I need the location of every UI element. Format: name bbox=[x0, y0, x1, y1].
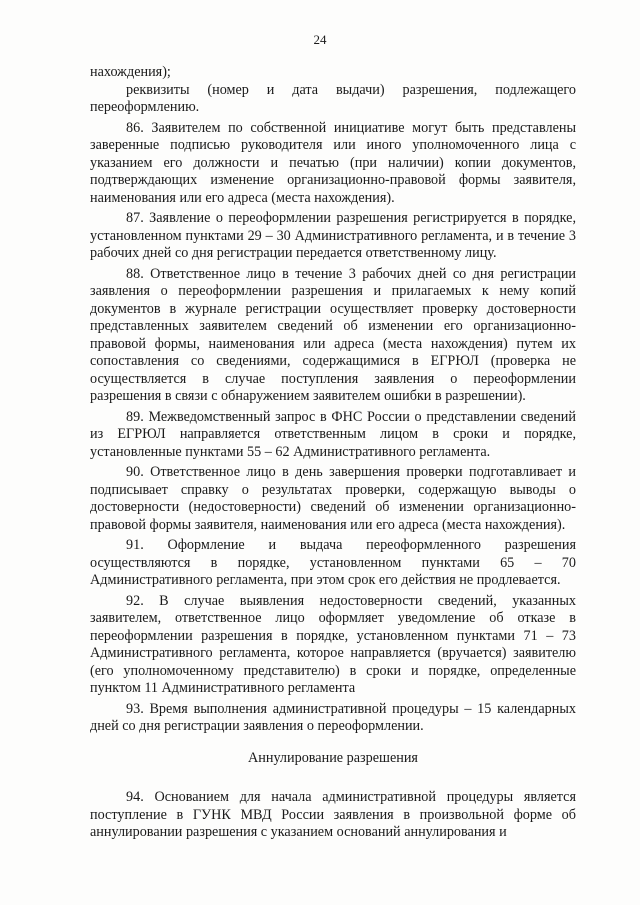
paragraph-continuation: нахождения); bbox=[90, 64, 171, 80]
page-number: 24 bbox=[313, 32, 327, 47]
paragraph-90: 90. Ответственное лицо в день завершения проверки подготавливает и подписывает справку о результатах проверки, содержащую выводы о достоверности (недостоверности) сведений об изменении организационно-правовой формы заявителя, наименования или его адреса (места нахождения). bbox=[90, 464, 576, 533]
paragraph-88: 88. Ответственное лицо в течение 3 рабочих дней со дня регистрации заявления о переоформлении разрешения и прилагаемых к нему копий документов в журнале регистрации осуществляет проверку достоверности представленных заявителем сведений об изменении его организационно-правовой формы, наименования или адреса (места нахождения) путем их сопоставления со сведениями, содержащимися в ЕГРЮЛ (проверка не осуществляется в случае поступления заявления о переоформлении разрешения в связи с обнаружением заявителем ошибки в разрешении). bbox=[90, 265, 576, 404]
paragraph-89: 89. Межведомственный запрос в ФНС России о представлении сведений из ЕГРЮЛ направляется ответственным лицом в сроки и порядке, установленные пунктами 55 – 62 Административного регламента. bbox=[90, 408, 576, 460]
paragraph-94: 94. Основанием для начала административной процедуры является поступление в ГУНК МВД России заявления в произвольной форме об аннулировании разрешения с указанием оснований аннулирования и bbox=[90, 789, 576, 840]
section-title: Аннулирование разрешения bbox=[248, 749, 418, 766]
paragraph-86: 86. Заявителем по собственной инициативе могут быть представлены заверенные подписью руководителя или иного уполномоченного лица с указанием его должности и печатью (при наличии) копии документов, подтверждающих изменение организационно-правовой формы заявителя, наименования или его адреса (места нахождения). bbox=[90, 119, 576, 206]
document-body bbox=[90, 64, 576, 842]
paragraph-92: 92. В случае выявления недостоверности сведений, указанных заявителем, ответственное лицо оформляет уведомление об отказе в переоформлении разрешения в порядке, установленном пунктами 71 – 73 Административного регламента, которое направляется (вручается) заявителю (его уполномоченному представителю) в сроки и порядке, определенные пунктом 11 Административного регламента bbox=[90, 592, 576, 696]
paragraph-87: 87. Заявление о переоформлении разрешения регистрируется в порядке, установленном пунктами 29 – 30 Административного регламента, и в течение 3 рабочих дней со дня регистрации передается ответственному лицу. bbox=[90, 210, 576, 261]
paragraph-requisites: реквизиты (номер и дата выдачи) разрешения, подлежащего переоформлению. bbox=[90, 81, 576, 115]
paragraph-93: 93. Время выполнения административной процедуры – 15 календарных дней со дня регистрации заявления о переоформлении. bbox=[90, 700, 576, 734]
paragraph-91: 91. Оформление и выдача переоформленного разрешения осуществляются в порядке, установленном пунктами 65 – 70 Административного регламента, при этом срок его действия не продлевается. bbox=[90, 537, 576, 588]
